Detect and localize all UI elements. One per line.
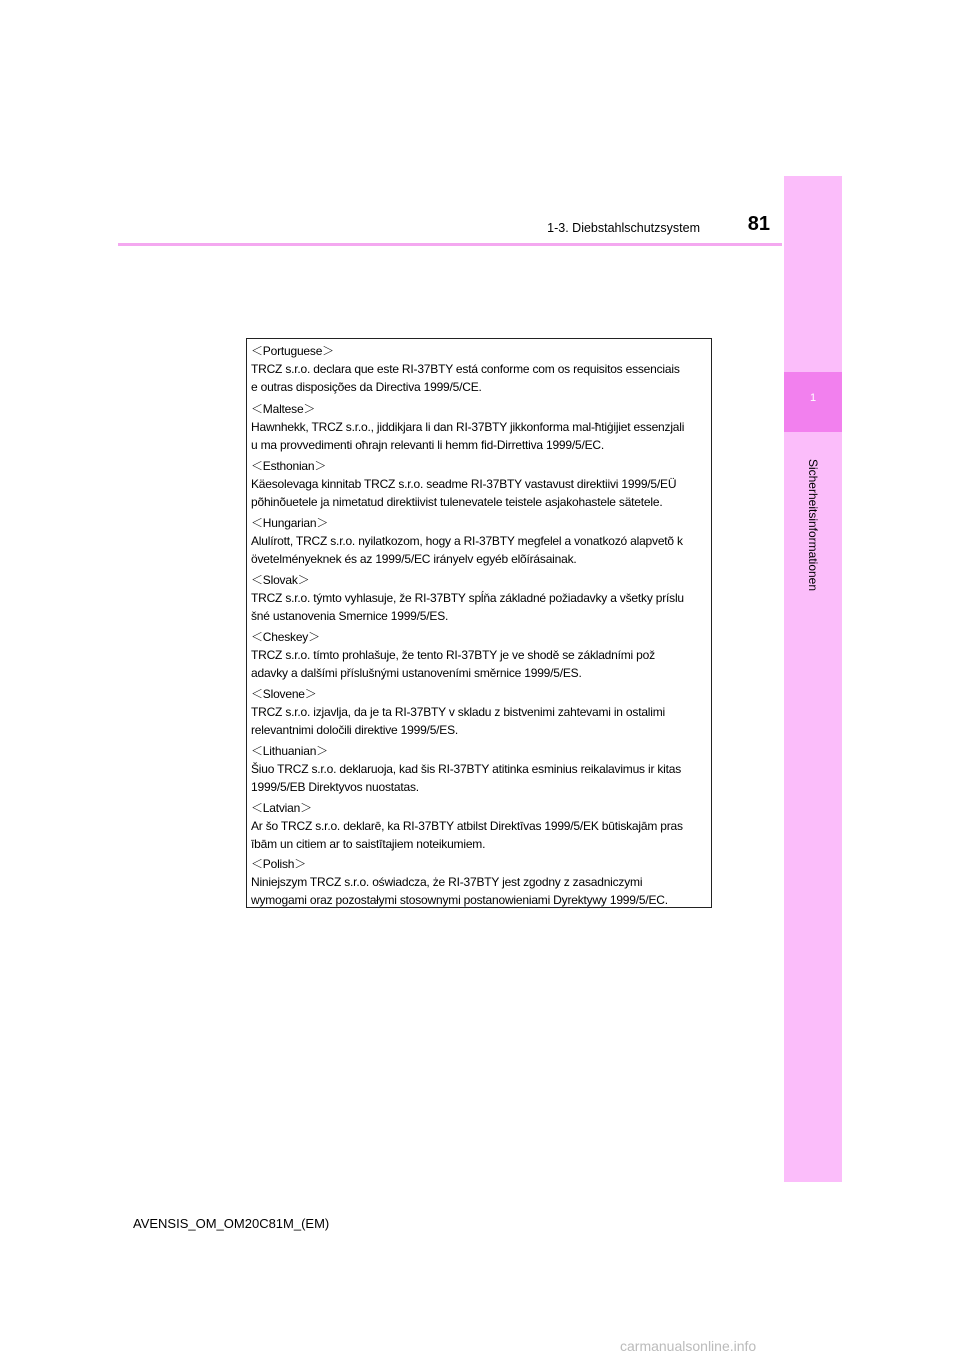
entry-title: ＜Latvian＞: [251, 801, 312, 815]
entry-slovak: [251, 571, 711, 625]
page-number: 81: [747, 213, 770, 235]
entry-line: TRCZ s.r.o. tímto prohlašuje, že tento RI-37BTY je ve shodě se základními pož: [251, 648, 655, 662]
entry-title: ＜Maltese＞: [251, 402, 316, 416]
entry-title: ＜Slovene＞: [251, 687, 317, 701]
entry-title: ＜Portuguese＞: [251, 344, 334, 358]
entry-line: põhinõuetele ja nimetatud direktiivist tulenevatele teistele asjakohastele sätetele.: [251, 495, 663, 509]
entry-line: övetelményeknek és az 1999/5/EC irányelv egyéb elõírásainak.: [251, 552, 577, 566]
entry-line: TRCZ s.r.o. izjavlja, da je ta RI-37BTY v skladu z bistvenimi zahtevami in ostalimi: [251, 705, 665, 719]
declaration-box: [246, 338, 712, 908]
entry-lithuanian: [251, 742, 711, 796]
header-rule: [118, 243, 782, 246]
entry-polish: [251, 855, 711, 908]
entry-title: ＜Esthonian＞: [251, 459, 327, 473]
entry-line: Käesolevaga kinnitab TRCZ s.r.o. seadme RI-37BTY vastavust direktiivi 1999/5/EÜ: [251, 477, 677, 491]
entry-line: Ar šo TRCZ s.r.o. deklarē, ka RI-37BTY atbilst Direktīvas 1999/5/EK būtiskajām pras: [251, 819, 683, 833]
entry-maltese: [251, 400, 711, 454]
entry-title: ＜Cheskey＞: [251, 630, 320, 644]
chapter-label: Sicherheitsinformationen: [806, 458, 820, 592]
entry-title: ＜Hungarian＞: [251, 516, 329, 530]
entry-line: adavky a dalšími příslušnými ustanoveními směrnice 1999/5/ES.: [251, 666, 582, 680]
entry-line: e outras disposições da Directiva 1999/5/CE.: [251, 380, 482, 394]
entry-slovene: [251, 685, 711, 739]
entry-line: Niniejszym TRCZ s.r.o. oświadcza, że RI-37BTY jest zgodny z zasadniczymi: [251, 875, 643, 889]
entry-line: šné ustanovenia Smernice 1999/5/ES.: [251, 609, 449, 623]
entry-title: ＜Lithuanian＞: [251, 744, 328, 758]
entry-title: ＜Slovak＞: [251, 573, 310, 587]
entry-cheskey: [251, 628, 711, 682]
entry-latvian: [251, 799, 711, 853]
entry-line: wymogami oraz pozostałymi stosownymi postanowieniami Dyrektywy 1999/5/EC.: [251, 893, 668, 907]
manual-code: AVENSIS_OM_OM20C81M_(EM): [133, 1216, 330, 1231]
entry-hungarian: [251, 514, 711, 568]
chapter-number: 1: [809, 392, 817, 404]
entry-line: Šiuo TRCZ s.r.o. deklaruoja, kad šis RI-37BTY atitinka esminius reikalavimus ir kitas: [251, 762, 682, 776]
entry-line: relevantnimi določili direktive 1999/5/ES.: [251, 723, 459, 737]
chapter-side-tab: [784, 176, 842, 1182]
entry-title: ＜Polish＞: [251, 857, 307, 871]
entry-portuguese: [251, 342, 711, 396]
section-title: 1-3. Diebstahlschutzsystem: [547, 221, 700, 235]
entry-line: Hawnhekk, TRCZ s.r.o., jiddikjara li dan RI-37BTY jikkonforma mal-ħtiġijiet essenzjali: [251, 420, 685, 434]
entry-line: u ma provvedimenti oħrajn relevanti li hemm fid-Dirrettiva 1999/5/EC.: [251, 438, 605, 452]
entry-line: TRCZ s.r.o. týmto vyhlasuje, že RI-37BTY spĺňa základné požiadavky a všetky príslu: [251, 591, 684, 605]
entry-line: 1999/5/EB Direktyvos nuostatas.: [251, 780, 419, 794]
watermark: carmanualsonline.info: [620, 1338, 757, 1354]
entry-line: ībām un citiem ar to saistītajiem noteikumiem.: [251, 837, 486, 851]
entry-line: Alulírott, TRCZ s.r.o. nyilatkozom, hogy a RI-37BTY megfelel a vonatkozó alapvetõ k: [251, 534, 683, 548]
entry-esthonian: [251, 457, 711, 511]
entry-line: TRCZ s.r.o. declara que este RI-37BTY está conforme com os requisitos essenciais: [251, 362, 680, 376]
